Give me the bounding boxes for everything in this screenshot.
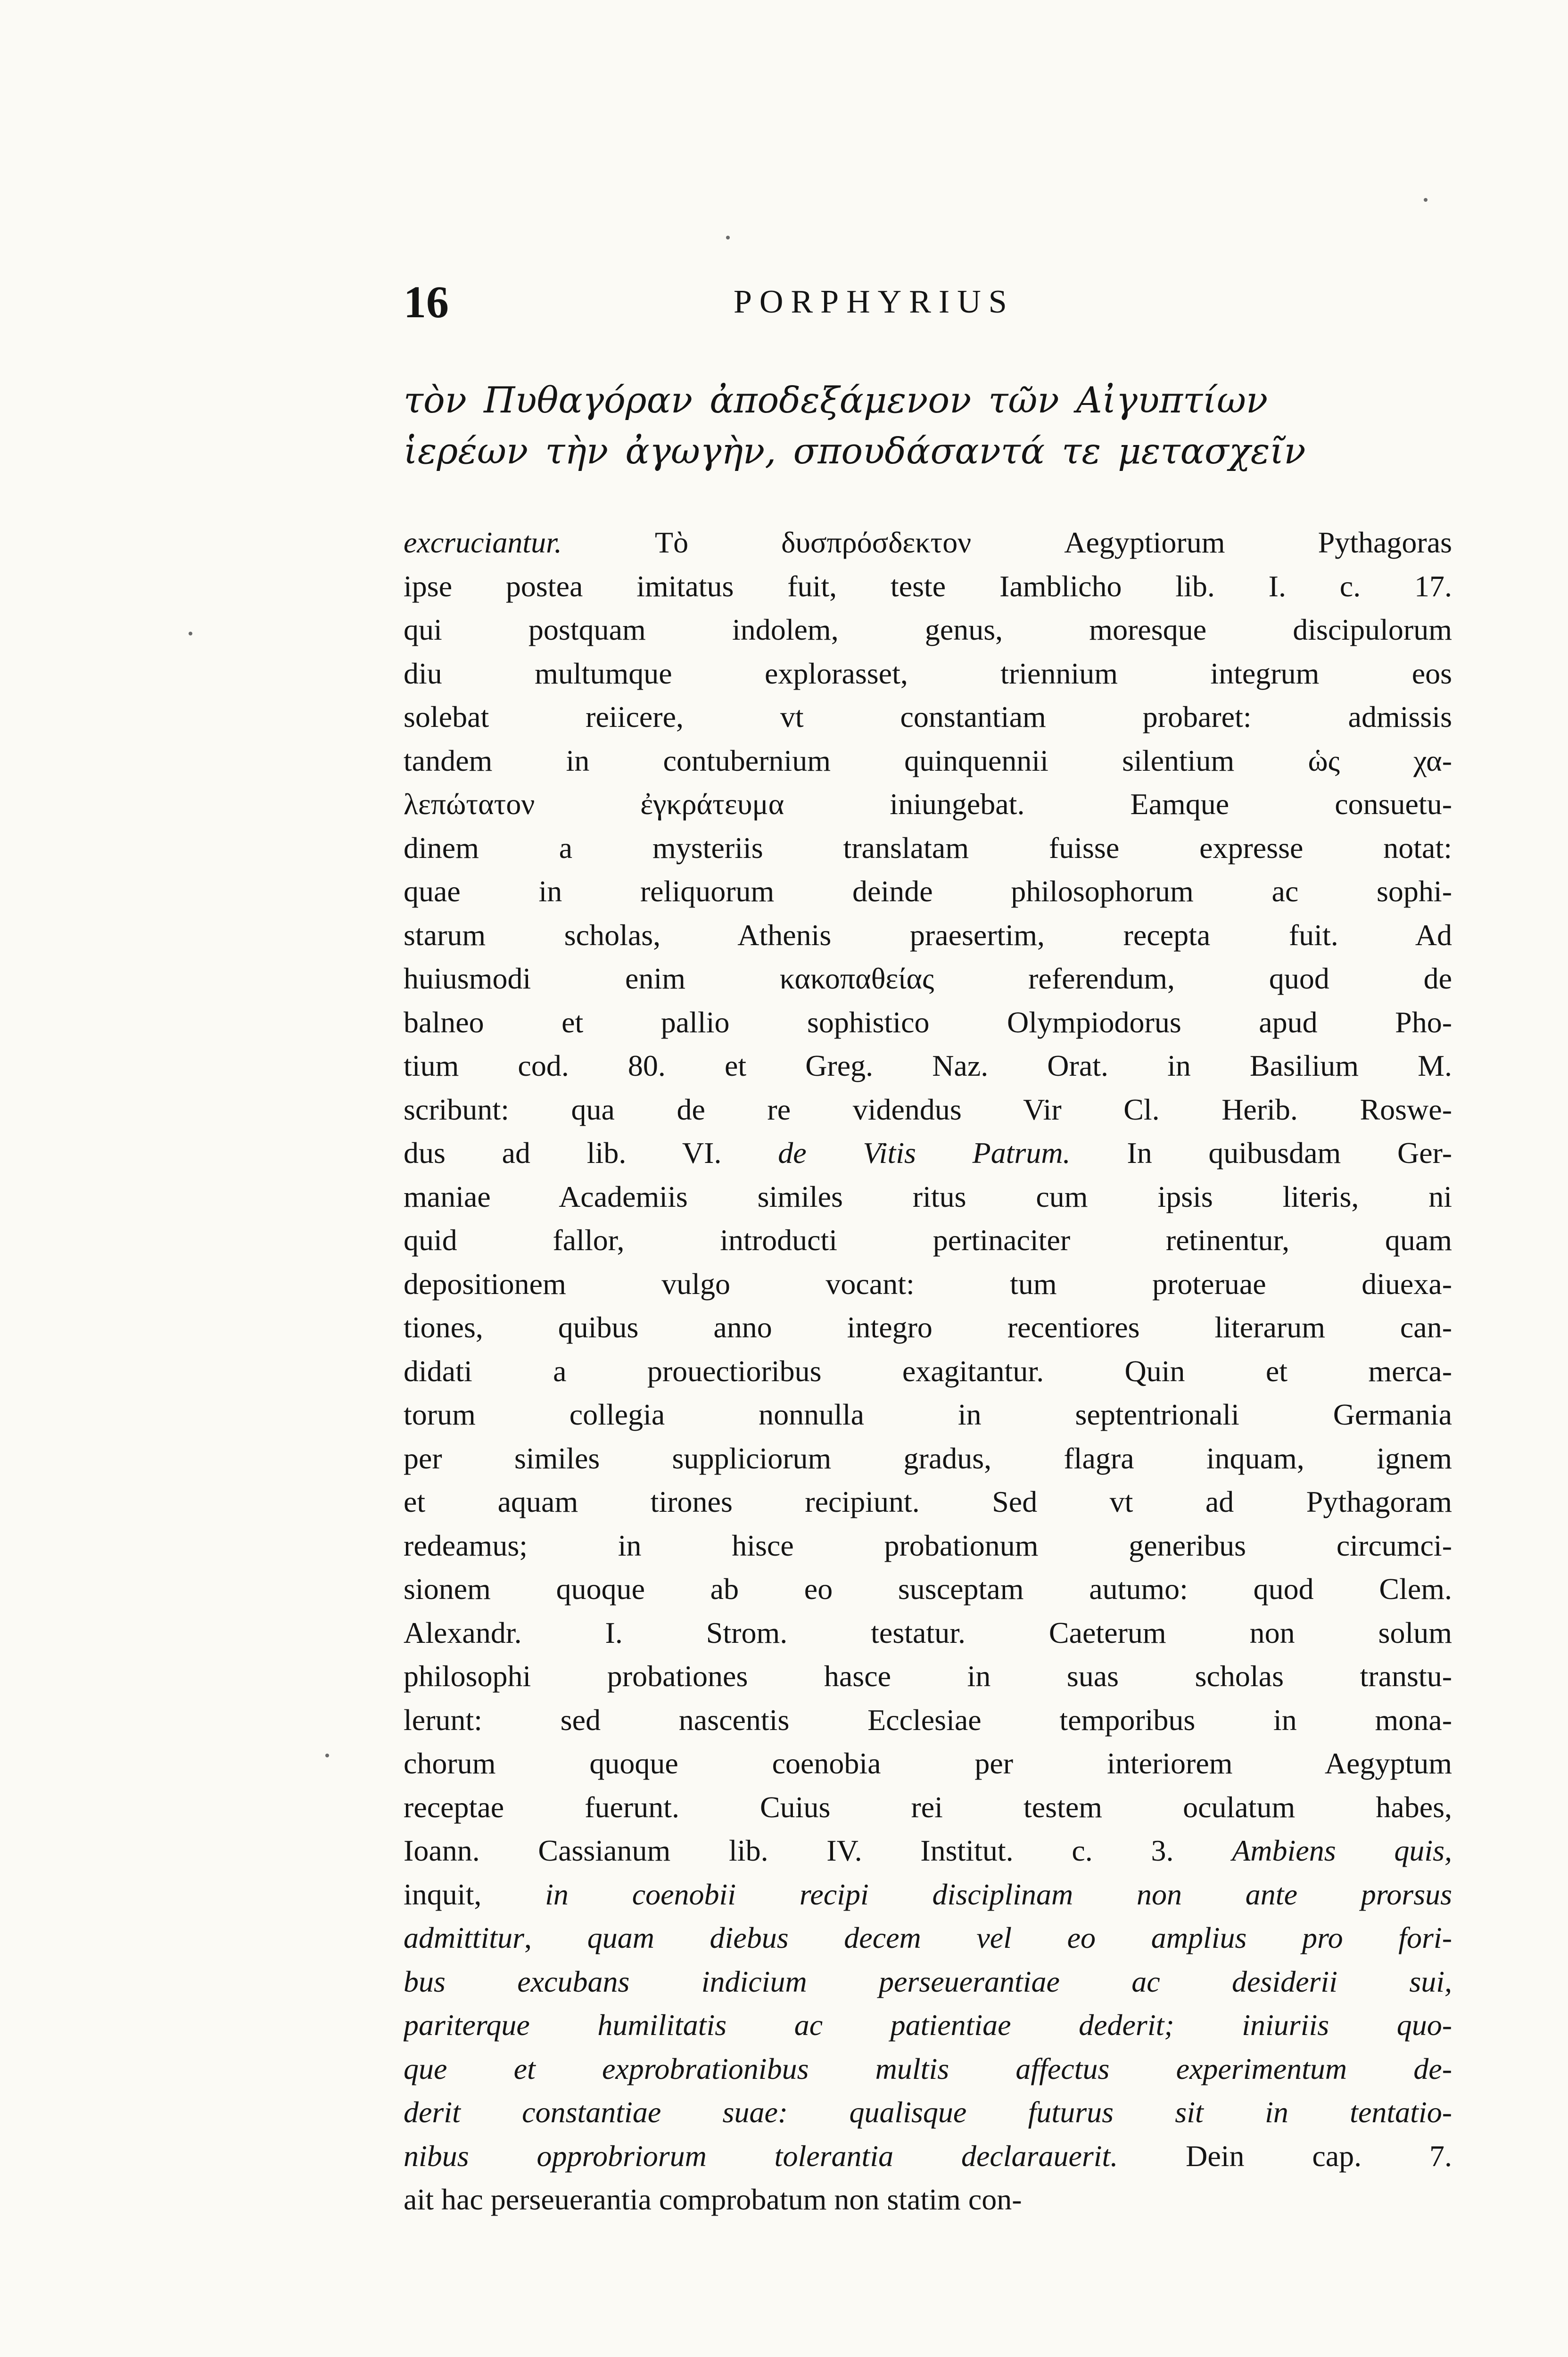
footnote-line [404, 1742, 1452, 1786]
footnote-line [404, 2178, 1452, 2222]
footnote-line [404, 695, 1452, 739]
italic-text-span: que et exprobrationibus multis affectus experimentum de- [404, 2052, 1452, 2085]
footnote-line [404, 1916, 1452, 1960]
footnote-line [404, 1262, 1452, 1306]
footnote-line [404, 1175, 1452, 1219]
footnote-line [404, 1480, 1452, 1524]
footnote-line [404, 1306, 1452, 1350]
footnote-line [404, 1044, 1452, 1088]
footnote-line [404, 783, 1452, 826]
footnote-line [404, 1567, 1452, 1611]
scan-speck [1424, 198, 1428, 202]
footnote-line [404, 1001, 1452, 1045]
text-span: maniae Academiis similes ritus cum ipsis literis, ni [404, 1179, 1452, 1213]
footnote-line [404, 565, 1452, 609]
text-span: philosophi probationes hasce in suas scholas transtu- [404, 1659, 1452, 1693]
footnote-line [404, 1873, 1452, 1917]
footnote-line [404, 1655, 1452, 1698]
italic-text-span: in coenobii recipi disciplinam non ante prorsus [545, 1877, 1452, 1911]
text-span: , [524, 1921, 587, 1954]
text-span: tium cod. 80. et Greg. Naz. Orat. in Basilium M. [404, 1049, 1452, 1082]
italic-text-span: Ambiens quis, [1232, 1834, 1452, 1867]
italic-text-span: quam diebus decem vel eo amplius pro fori- [587, 1921, 1452, 1954]
footnote-line [404, 1786, 1452, 1830]
text-span: Ioann. Cassianum lib. IV. Institut. c. 3. [404, 1834, 1232, 1867]
text-span: diu multumque explorasset, triennium integrum eos [404, 656, 1452, 690]
footnote-line [404, 2091, 1452, 2134]
text-span: ait hac perseuerantia comprobatum non statim con- [404, 2183, 1022, 2216]
footnote-line [404, 521, 1452, 565]
footnote-line [404, 608, 1452, 652]
footnote-line [404, 914, 1452, 957]
text-span: balneo et pallio sophistico Olympiodorus apud Pho- [404, 1005, 1452, 1039]
text-span: dus ad lib. VI. [404, 1136, 778, 1170]
page-number: 16 [404, 277, 449, 327]
greek-line: ἱερέων τὴν ἀγωγὴν, σπουδάσαντά τε μετασχεῖν [404, 430, 1306, 472]
text-span: Τὸ δυσπρόσδεκτον Aegyptiorum Pythagoras [561, 526, 1452, 559]
footnote-line [404, 870, 1452, 914]
footnote-line [404, 1088, 1452, 1132]
footnote-line [404, 1611, 1452, 1655]
footnote-line [404, 1960, 1452, 2004]
text-span: redeamus; in hisce probationum generibus circumci- [404, 1528, 1452, 1562]
text-span: huiusmodi enim κακοπαθείας referendum, quod de [404, 962, 1452, 995]
text-span: scribunt: qua de re videndus Vir Cl. Herib. Roswe- [404, 1092, 1452, 1126]
italic-text-span: excruciantur. [404, 526, 562, 559]
text-span: torum collegia nonnulla in septentrionali Germania [404, 1398, 1452, 1431]
scan-speck [189, 632, 192, 635]
text-span: per similes suppliciorum gradus, flagra inquam, ignem [404, 1441, 1452, 1475]
greek-main-text [404, 375, 1452, 477]
greek-line: τὸν Πυθαγόραν ἀποδεξάμενον τῶν Αἰγυπτίων [404, 379, 1268, 421]
page-header [404, 276, 1452, 328]
footnote-line [404, 1829, 1452, 1873]
footnote-line [404, 2047, 1452, 2091]
footnote-line [404, 957, 1452, 1001]
text-span: quid fallor, introducti pertinaciter retinentur, quam [404, 1223, 1452, 1257]
italic-text-span: bus excubans indicium perseuerantiae ac desiderii sui, [404, 1964, 1452, 1998]
scan-speck [325, 1754, 329, 1757]
text-span: receptae fuerunt. Cuius rei testem oculatum habes, [404, 1790, 1452, 1824]
running-title: PORPHYRIUS [734, 284, 1015, 320]
text-span: depositionem vulgo vocant: tum proteruae diuexa- [404, 1267, 1452, 1301]
text-span: λεπώτατον ἐγκράτευμα iniungebat. Eamque consuetu- [404, 787, 1452, 821]
italic-text-span: de Vitis Patrum. [778, 1136, 1071, 1170]
footnote-line [404, 739, 1452, 783]
text-span: tandem in contubernium quinquennii silentium ὡς χα- [404, 743, 1452, 777]
text-span: dinem a mysteriis translatam fuisse expresse notat: [404, 831, 1452, 865]
italic-text-span: nibus opprobriorum tolerantia declarauerit. [404, 2139, 1118, 2173]
text-span: solebat reiicere, vt constantiam probaret: admissis [404, 700, 1452, 733]
scan-speck [726, 236, 730, 239]
text-span: Alexandr. I. Strom. testatur. Caeterum non solum [404, 1615, 1452, 1649]
footnote-line [404, 2003, 1452, 2047]
footnote-line [404, 1131, 1452, 1175]
text-span: didati a prouectioribus exagitantur. Quin et merca- [404, 1354, 1452, 1388]
footnote-line [404, 1219, 1452, 1262]
text-span: chorum quoque coenobia per interiorem Aegyptum [404, 1747, 1452, 1780]
text-span: quae in reliquorum deinde philosophorum ac sophi- [404, 874, 1452, 908]
footnote-line [404, 2134, 1452, 2178]
text-span: sionem quoque ab eo susceptam autumo: quod Clem. [404, 1572, 1452, 1606]
text-span: lerunt: sed nascentis Ecclesiae temporibus in mona- [404, 1703, 1452, 1737]
text-span: et aquam tirones recipiunt. Sed vt ad Pythagoram [404, 1485, 1452, 1518]
text-span: inquit, [404, 1877, 545, 1911]
footnote-line [404, 1350, 1452, 1393]
footnote-line [404, 826, 1452, 870]
footnote-line [404, 652, 1452, 696]
footnote-text [404, 521, 1452, 2222]
text-span: tiones, quibus anno integro recentiores literarum can- [404, 1310, 1452, 1344]
footnote-line [404, 1524, 1452, 1568]
text-span: ipse postea imitatus fuit, teste Iamblicho lib. I. c. 17. [404, 569, 1452, 603]
italic-text-span: derit constantiae suae: qualisque futurus sit in tentatio- [404, 2095, 1452, 2129]
footnote-line [404, 1393, 1452, 1437]
footnote-line [404, 1698, 1452, 1742]
italic-text-span: admittitur [404, 1921, 525, 1954]
footnote-line [404, 1437, 1452, 1481]
text-span: Dein cap. 7. [1118, 2139, 1452, 2173]
text-span: qui postquam indolem, genus, moresque discipulorum [404, 613, 1452, 646]
text-span: In quibusdam Ger- [1070, 1136, 1452, 1170]
italic-text-span: pariterque humilitatis ac patientiae dederit; iniuriis quo- [404, 2008, 1452, 2042]
text-span: starum scholas, Athenis praesertim, recepta fuit. Ad [404, 918, 1452, 952]
